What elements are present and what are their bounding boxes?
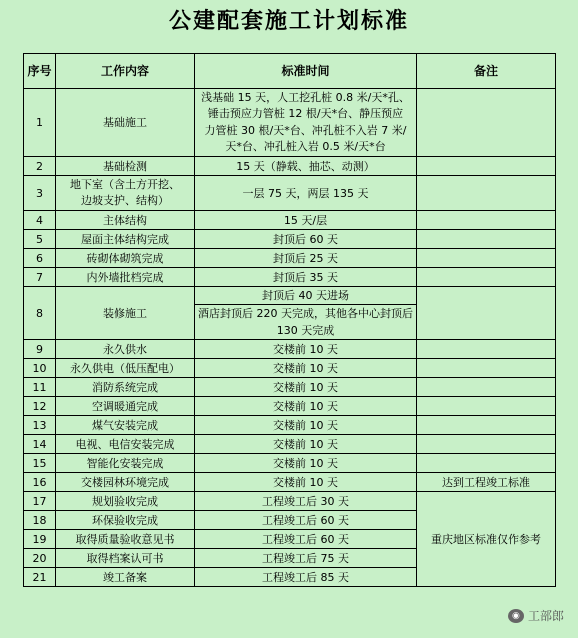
cell-no: 17 — [24, 492, 56, 511]
cell-note-merged: 重庆地区标准仅作参考 — [417, 492, 556, 587]
table-row — [24, 268, 556, 287]
cell-note — [417, 454, 556, 473]
watermark — [508, 607, 564, 624]
cell-no: 7 — [24, 268, 56, 287]
cell-item: 环保验收完成 — [56, 511, 195, 530]
cell-item: 屋面主体结构完成 — [56, 230, 195, 249]
cell-no: 12 — [24, 397, 56, 416]
table-row — [24, 230, 556, 249]
table-row — [24, 473, 556, 492]
table-row — [24, 416, 556, 435]
cell-note — [417, 211, 556, 230]
cell-time: 工程竣工后 60 天 — [195, 511, 417, 530]
cell-time: 交楼前 10 天 — [195, 454, 417, 473]
cell-line: 天*台、冲孔桩入岩 0.5 米/天*台 — [225, 140, 386, 153]
cell-item: 煤气安装完成 — [56, 416, 195, 435]
cell-no: 5 — [24, 230, 56, 249]
cell-no: 2 — [24, 157, 56, 176]
cell-item: 规划验收完成 — [56, 492, 195, 511]
cell-item: 永久供电（低压配电） — [56, 359, 195, 378]
cell-no: 11 — [24, 378, 56, 397]
cell-note: 达到工程竣工标准 — [417, 473, 556, 492]
table-row — [24, 492, 556, 511]
cell-time: 工程竣工后 75 天 — [195, 549, 417, 568]
table-row — [24, 435, 556, 454]
cell-no: 4 — [24, 211, 56, 230]
cell-no: 14 — [24, 435, 56, 454]
cell-item: 智能化安装完成 — [56, 454, 195, 473]
cell-note — [417, 176, 556, 211]
cell-item: 消防系统完成 — [56, 378, 195, 397]
cell-time: 15 天（静载、抽芯、动测） — [195, 157, 417, 176]
header-note: 备注 — [417, 54, 556, 89]
cell-item: 永久供水 — [56, 340, 195, 359]
page-title: 公建配套施工计划标准 — [168, 8, 409, 34]
cell-time: 封顶后 60 天 — [195, 230, 417, 249]
watermark-text: 工部郎 — [527, 609, 564, 623]
cell-line: 浅基础 15 天，人工挖孔桩 0.8 米/天*孔、 — [201, 90, 410, 104]
cell-note — [417, 397, 556, 416]
cell-no: 20 — [24, 549, 56, 568]
cell-line: 地下室（含土方开挖、 — [70, 177, 180, 191]
cell-time: 15 天/层 — [195, 211, 417, 230]
table-header-row — [24, 54, 556, 89]
cell-no: 18 — [24, 511, 56, 530]
table-row — [24, 397, 556, 416]
cell-time: 交楼前 10 天 — [195, 340, 417, 359]
cell-no: 15 — [24, 454, 56, 473]
cell-time: 交楼前 10 天 — [195, 359, 417, 378]
cell-line: 力管桩 30 根/天*台、冲孔桩不入岩 7 米/ — [204, 123, 407, 137]
table-row — [24, 287, 556, 305]
cell-time — [195, 89, 417, 157]
header-item: 工作内容 — [56, 54, 195, 89]
cell-note — [417, 340, 556, 359]
cell-time: 封顶后 25 天 — [195, 249, 417, 268]
table-row — [24, 157, 556, 176]
cell-item: 电视、电信安装完成 — [56, 435, 195, 454]
cell-note — [417, 416, 556, 435]
cell-note — [417, 157, 556, 176]
header-time: 标准时间 — [195, 54, 417, 89]
cell-line: 锤击预应力管桩 12 根/天*台、静压预应 — [207, 107, 404, 120]
cell-item: 空调暖通完成 — [56, 397, 195, 416]
wechat-icon: ◉ — [508, 609, 524, 623]
cell-time: 工程竣工后 85 天 — [195, 568, 417, 587]
cell-item: 砖砌体砌筑完成 — [56, 249, 195, 268]
cell-note — [417, 359, 556, 378]
cell-time: 交楼前 10 天 — [195, 473, 417, 492]
cell-item: 内外墙批档完成 — [56, 268, 195, 287]
cell-no: 8 — [24, 287, 56, 340]
cell-time: 一层 75 天，两层 135 天 — [195, 176, 417, 211]
table-row — [24, 249, 556, 268]
cell-no: 9 — [24, 340, 56, 359]
cell-note — [417, 89, 556, 157]
cell-no: 13 — [24, 416, 56, 435]
cell-note — [417, 435, 556, 454]
cell-no: 19 — [24, 530, 56, 549]
plan-table — [23, 53, 556, 587]
cell-time: 工程竣工后 30 天 — [195, 492, 417, 511]
cell-no: 21 — [24, 568, 56, 587]
cell-item: 主体结构 — [56, 211, 195, 230]
table-row — [24, 211, 556, 230]
cell-item: 基础检测 — [56, 157, 195, 176]
cell-note — [417, 378, 556, 397]
cell-time: 交楼前 10 天 — [195, 435, 417, 454]
cell-no: 1 — [24, 89, 56, 157]
cell-item: 交楼园林环境完成 — [56, 473, 195, 492]
cell-note — [417, 249, 556, 268]
cell-item: 装修施工 — [56, 287, 195, 340]
cell-item: 取得档案认可书 — [56, 549, 195, 568]
cell-item: 竣工备案 — [56, 568, 195, 587]
cell-note — [417, 268, 556, 287]
cell-no: 10 — [24, 359, 56, 378]
cell-note — [417, 287, 556, 340]
cell-time: 交楼前 10 天 — [195, 378, 417, 397]
cell-no: 16 — [24, 473, 56, 492]
cell-no: 3 — [24, 176, 56, 211]
cell-time: 封顶后 40 天进场 — [195, 287, 417, 305]
cell-time: 交楼前 10 天 — [195, 397, 417, 416]
table-row — [24, 176, 556, 211]
cell-no: 6 — [24, 249, 56, 268]
table-row — [24, 359, 556, 378]
table-row — [24, 454, 556, 473]
header-no: 序号 — [24, 54, 56, 89]
cell-line: 边坡支护、结构） — [81, 194, 169, 207]
cell-item: 取得质量验收意见书 — [56, 530, 195, 549]
cell-item — [56, 176, 195, 211]
cell-time: 酒店封顶后 220 天完成，其他各中心封顶后 130 天完成 — [195, 305, 417, 340]
cell-note — [417, 230, 556, 249]
cell-item: 基础施工 — [56, 89, 195, 157]
table-row — [24, 378, 556, 397]
table-row — [24, 340, 556, 359]
cell-time: 工程竣工后 60 天 — [195, 530, 417, 549]
table-row — [24, 89, 556, 157]
cell-time: 交楼前 10 天 — [195, 416, 417, 435]
cell-time: 封顶后 35 天 — [195, 268, 417, 287]
